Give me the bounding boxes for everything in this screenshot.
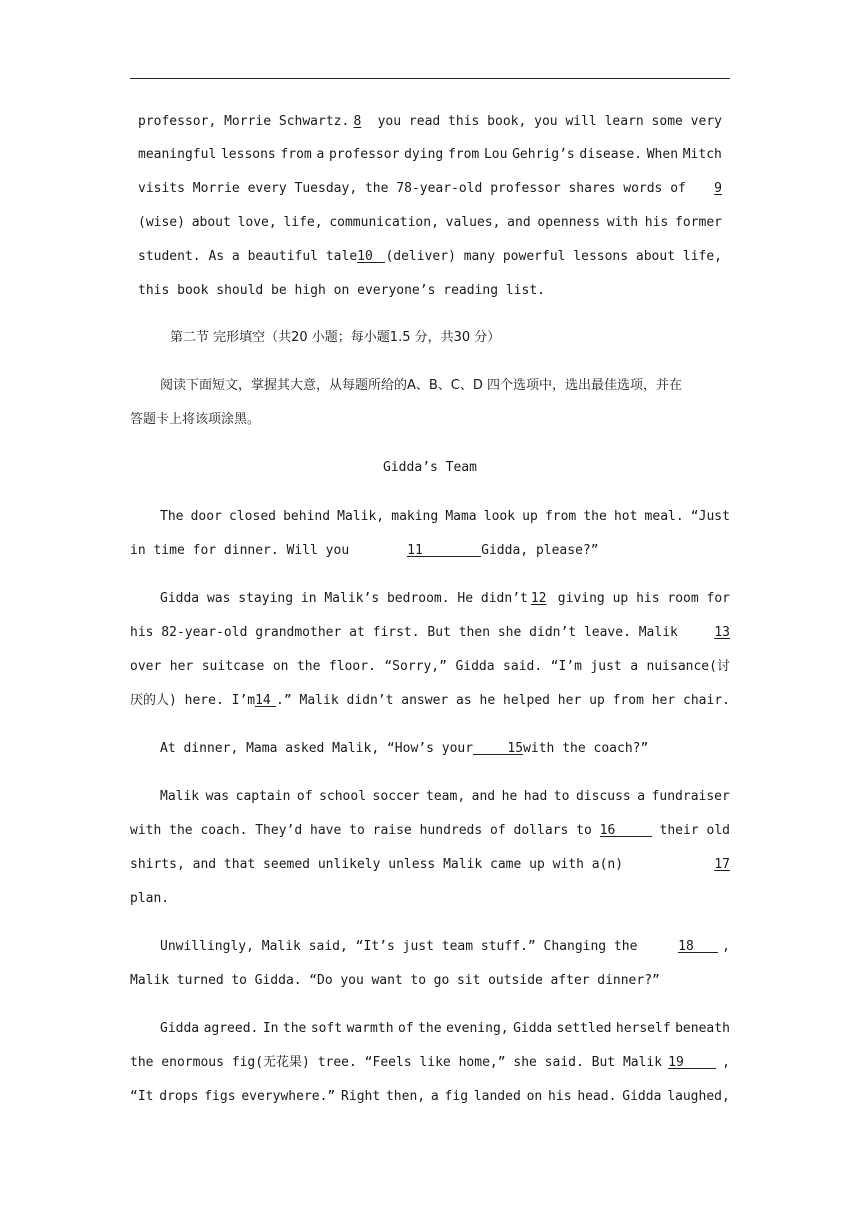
text-segment: his 82-year-old grandmother at first. But then she didn’t leave. Malik [130,625,678,640]
word: settled [556,1021,612,1036]
blank-16 [600,820,652,837]
blank-number: 16 [599,823,616,838]
word: disease. [579,147,643,162]
word: life, [283,215,323,230]
word: to [410,973,427,988]
text-segment: with the coach. They’d have to raise hundreds of dollars to [130,823,592,838]
instructions-text: 阅读下面短文，掌握其大意，从每题所给的A、B、C、D 四个选项中，选出最佳选项，并在 [160,378,683,393]
word: of [296,789,313,804]
word: said. [503,659,543,674]
word: discuss [575,789,631,804]
blank-12: 12 [530,591,547,606]
p5-line-3 [130,854,730,876]
blank-19 [668,1052,716,1069]
word: “Just [690,509,730,524]
word: laughed, [667,1089,730,1104]
text-segment: visits Morrie every Tuesday, the 78-year-old professor shares words of [138,181,686,196]
word: head. [577,1089,617,1104]
word: on [272,659,289,674]
story-title [0,457,860,479]
word: then, [385,1089,426,1104]
word: communication, [329,215,439,230]
blank-number: 11 [407,543,423,558]
word: “Sorry,” [384,659,447,674]
p4-line-1 [160,738,648,760]
blank-15 [473,738,523,755]
word: former [675,215,722,230]
word: and [507,215,531,230]
word: closed [229,509,276,524]
header-rule [130,78,730,79]
word: suitcase [201,659,265,674]
word: sit [456,973,481,988]
text-segment: this book should be high on everyone’s reading list. [138,283,545,298]
word: captain [235,789,291,804]
text-segment: student. As a beautiful tale [138,249,358,264]
word: (wise) [138,215,185,230]
text-segment: , [722,939,730,954]
p7-line-1 [160,1018,730,1040]
word: dying [404,147,444,162]
word: warmth [346,1021,394,1036]
word: Malik [160,789,200,804]
word: Mitch [682,147,722,162]
word: love, [237,215,277,230]
word: Gidda [622,1089,662,1104]
word: Gidda [513,1021,553,1036]
word: team, [426,789,466,804]
text-segment: you read this book, you will learn some very [377,114,722,129]
word: about [191,215,231,230]
word: “I’m [550,659,582,674]
word: was [205,789,230,804]
word: on [526,1089,543,1104]
instructions-text: 答题卡上将该项涂黑。 [130,412,261,427]
p1-line-4 [138,212,722,234]
word: beneath [675,1021,730,1036]
word: outside [488,973,543,988]
text-segment: their old [659,823,730,838]
p7-line-2 [130,1052,730,1074]
p2-line-1 [160,506,730,528]
text-segment: Gidda, please?” [481,543,599,558]
word: Right [341,1089,381,1104]
p3-line-2 [130,622,730,644]
p1-line-3 [138,178,722,200]
word: The [160,509,184,524]
word: and [471,789,496,804]
instructions-line-1 [160,375,682,397]
text-segment: giving up his room for [557,591,730,606]
word: with [606,215,639,230]
blank-number: 18 [678,939,694,954]
word: you [340,973,364,988]
p1-line-5 [138,246,722,268]
word: drops [159,1089,199,1104]
section-heading-text: 第二节 完形填空（共20 小题；每小题1.5 分，共30 分） [170,330,501,345]
word: Gehrig’s [512,147,575,162]
word: to [231,973,248,988]
word: Malik [130,973,170,988]
p6-line-2 [130,970,660,992]
blank-13: 13 [714,625,730,640]
word: openness [537,215,601,230]
word: soft [310,1021,343,1036]
word: soccer [372,789,420,804]
text-segment: with the coach?” [523,741,649,756]
blank-9: 9 [714,181,722,196]
p3-line-1 [160,588,730,610]
blank-number: 14 [255,693,271,708]
word: hot [613,509,638,524]
word: the [418,1021,442,1036]
word: fig [444,1089,469,1104]
blank-17: 17 [714,857,730,872]
word: go [433,973,450,988]
word: “Do [309,973,333,988]
word: had [523,789,548,804]
word: nuisance(讨 [646,659,730,674]
text-segment: plan. [130,891,170,906]
word: meaningful [138,147,217,162]
p1-line-1 [138,111,722,133]
word: everywhere.” [241,1089,336,1104]
word: agreed. [203,1021,259,1036]
word: from [447,147,480,162]
word: dinner?” [597,973,660,988]
word: her [169,659,194,674]
word: the [583,509,607,524]
blank-10 [357,246,385,263]
word: floor. [328,659,376,674]
word: fundraiser [651,789,730,804]
word: want [371,973,403,988]
p3-line-3 [130,656,730,678]
p7-line-3 [130,1086,730,1108]
word: over [130,659,162,674]
word: door [190,509,222,524]
word: look [483,509,516,524]
text-segment: Gidda was staying in Malik’s bedroom. He didn’t [160,591,528,606]
word: Gidda [455,659,495,674]
word: just [590,659,622,674]
word: professor [328,147,400,162]
word: the [282,1021,307,1036]
word: behind [283,509,331,524]
p3-line-4 [130,690,730,712]
word: a [630,659,639,674]
word: school [319,789,367,804]
word: a [316,147,325,162]
text-segment: Unwillingly, Malik said, “It’s just team stuff.” Changing the [160,939,638,954]
text-segment: .” Malik didn’t answer as he helped her up from her chair. [276,693,730,708]
word: a [637,789,646,804]
instructions-line-2 [130,409,260,431]
word: evening, [446,1021,509,1036]
word: Gidda. [254,973,302,988]
word: after [550,973,590,988]
word: making [391,509,439,524]
p6-line-1 [160,936,730,958]
text-segment: , [722,1055,730,1070]
word: values, [445,215,501,230]
p1-line-6 [138,280,545,302]
blank-number: 10 [357,249,373,264]
word: turned [176,973,224,988]
blank-number: 19 [668,1055,684,1070]
word: a [430,1089,439,1104]
word: lessons [220,147,276,162]
section-heading [170,327,500,349]
word: “It [130,1089,154,1104]
text-segment: (deliver) many powerful lessons about life, [385,249,722,264]
word: Malik, [337,509,385,524]
word: Gidda [160,1021,200,1036]
story-title-text: Gidda’s Team [383,460,477,475]
word: from [280,147,312,162]
word: When [646,147,679,162]
word: Mama [445,509,477,524]
word: Lou [483,147,508,162]
word: from [544,509,577,524]
blank-18 [678,936,718,953]
word: In [262,1021,279,1036]
word: herself [615,1021,671,1036]
word: of [397,1021,414,1036]
p5-line-1 [160,786,730,808]
p2-line-2 [130,540,599,562]
word: his [644,215,669,230]
text-segment: in time for dinner. Will you [130,543,350,558]
text-segment: 厌的人) here. I’m [130,693,256,708]
blank-11 [407,540,481,557]
text-segment: shirts, and that seemed unlikely unless Malik came up with a(n) [130,857,624,872]
p1-line-2 [138,144,722,166]
text-segment: the enormous fig(无花果) tree. “Feels like home,” she said. But Malik [130,1055,663,1070]
word: his [548,1089,572,1104]
text-segment: professor, Morrie Schwartz. [138,114,350,129]
word: to [553,789,570,804]
text-segment: At dinner, Mama asked Malik, “How’s your [160,741,474,756]
p5-line-4 [130,888,169,910]
word: up [522,509,538,524]
p5-line-2 [130,820,730,842]
blank-14 [255,690,276,707]
word: figs [204,1089,236,1104]
blank-8: 8 [353,114,362,129]
word: he [501,789,518,804]
word: the [296,659,321,674]
blank-number: 15 [507,741,524,756]
word: landed [473,1089,521,1104]
word: meal. [644,509,684,524]
